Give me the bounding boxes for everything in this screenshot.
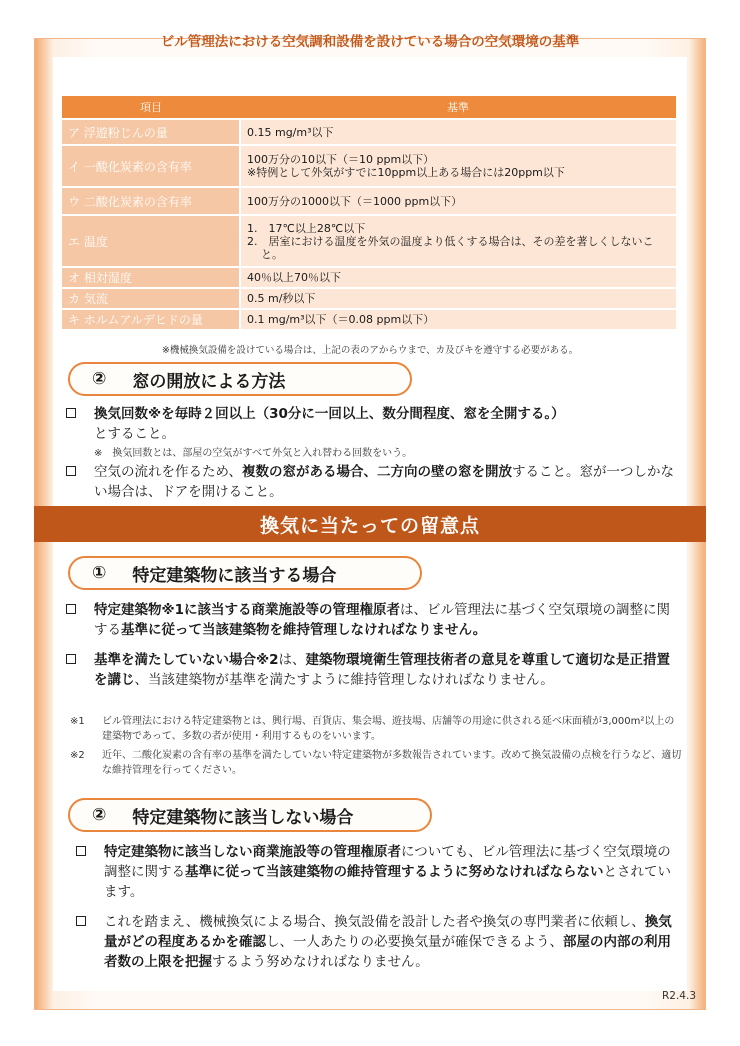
item-text: とされています。 bbox=[104, 864, 671, 900]
item-text: するよう努めなければなりません。 bbox=[212, 954, 429, 970]
page-number: R2.4.3 bbox=[661, 990, 696, 1002]
row-value-line: 2. 居室における温度を外気の温度より低くする場合は、その差を著しくしないこと。 bbox=[247, 234, 654, 261]
row-value-line: ※特例として外気がすでに10ppm以上ある場合には20ppm以下 bbox=[247, 166, 565, 179]
checkbox-icon bbox=[76, 846, 86, 856]
item-bold: 建築物環境衛生管理技術者の意見を尊重して適切な是正措置を講じ bbox=[94, 652, 671, 688]
row-value: 0.15 mg/m³以下 bbox=[240, 119, 676, 145]
table-footnote: ※機械換気設備を設けている場合は、上記の表のアからウまで、カ及びキを遵守する必要がある。 bbox=[161, 345, 579, 356]
item-text: は、 bbox=[278, 652, 306, 668]
item-bold: 換気量がどの程度あるかを確認 bbox=[104, 914, 672, 950]
checkbox-icon bbox=[66, 654, 76, 664]
item-bold: 複数の窓がある場合、二方向の壁の窓を開放 bbox=[241, 464, 512, 480]
section-heading-not-specified bbox=[68, 798, 432, 832]
item-bold: 基準を満たしていない場合※2 bbox=[94, 652, 279, 668]
checkbox-icon bbox=[66, 408, 76, 418]
header-standard: 基準 bbox=[240, 96, 676, 119]
list-item bbox=[66, 462, 680, 502]
row-value-line: 100万分の10以下（＝10 ppm以下） bbox=[247, 153, 435, 166]
footnote-text: ビル管理法における特定建築物とは、興行場、百貨店、集会場、遊技場、店舗等の用途に供される延べ床面積が3,000m²以上の建築物であって、多数の者が使用・利用するものをいいます。 bbox=[102, 716, 675, 742]
section-title: 特定建築物に該当する場合 bbox=[132, 565, 337, 586]
item-bold: 部屋の内部の利用者数の上限を把握 bbox=[104, 934, 671, 970]
item-bold: 特定建築物に該当しない商業施設等の管理権原者 bbox=[104, 844, 401, 860]
row-value: 40％以上70％以下 bbox=[240, 267, 676, 288]
standards-table bbox=[62, 96, 676, 329]
note: ※ 換気回数とは、部屋の空気がすべて外気と入れ替わる回数をいう。 bbox=[94, 448, 413, 459]
row-key: ウ 二酸化炭素の含有率 bbox=[62, 187, 240, 215]
row-key: ア 浮遊粉じんの量 bbox=[62, 119, 240, 145]
row-value bbox=[240, 215, 676, 267]
checkbox-icon bbox=[76, 916, 86, 926]
item-bold: 特定建築物※1に該当する商業施設等の管理権原者 bbox=[94, 602, 401, 618]
footnote-mark: ※1 bbox=[70, 716, 85, 727]
row-key: キ ホルムアルデヒドの量 bbox=[62, 309, 240, 329]
list-item bbox=[66, 404, 676, 444]
footnote-text: 近年、二酸化炭素の含有率の基準を満たしていない特定建築物が多数報告されています。改めて換気設備の点検を行うなど、適切な維持管理を行ってください。 bbox=[102, 750, 682, 776]
list-item bbox=[66, 650, 680, 690]
item-bold: 換気回数※を毎時２回以上（30分に一回以上、数分間程度、窓を全開する。） bbox=[94, 406, 565, 422]
row-value-line: 1. 17℃以上28℃以下 bbox=[247, 221, 366, 235]
item-text: し、一人あたりの必要換気量が確保できるよう、 bbox=[266, 934, 563, 950]
footnote-mark: ※2 bbox=[70, 750, 85, 761]
section-title: 窓の開放による方法 bbox=[132, 371, 286, 392]
section-number: ① bbox=[92, 563, 107, 583]
section-number: ② bbox=[92, 805, 107, 825]
section-title: 特定建築物に該当しない場合 bbox=[132, 807, 354, 828]
list-item bbox=[76, 912, 680, 972]
row-value: 100万分の1000以下（＝1000 ppm以下） bbox=[240, 187, 676, 215]
item-text: についても、ビル管理法に基づく空気環境の調整に関する bbox=[104, 844, 671, 880]
checkbox-icon bbox=[66, 604, 76, 614]
item-text: とすること。 bbox=[94, 426, 175, 442]
item-text: これを踏まえ、機械換気による場合、換気設備を設計した者や換気の専門業者に依頼し、 bbox=[104, 914, 645, 930]
item-text: 、当該建築物が基準を満たすように維持管理しなければなりません。 bbox=[134, 672, 554, 688]
footnote bbox=[70, 748, 684, 778]
list-item bbox=[76, 842, 680, 902]
item-text: すること。窓が一つしかない場合は、ドアを開けること。 bbox=[94, 464, 674, 500]
item-bold: 基準に従って当該建築物を維持管理しなければなりません。 bbox=[121, 622, 487, 638]
row-value: 0.1 mg/m³以下（＝0.08 ppm以下） bbox=[240, 309, 676, 329]
row-key: エ 温度 bbox=[62, 215, 240, 267]
header-item: 項目 bbox=[62, 96, 240, 119]
row-value: 0.5 m/秒以下 bbox=[240, 288, 676, 309]
banner-heading: 換気に当たっての留意点 bbox=[34, 506, 706, 542]
list-item bbox=[66, 600, 680, 640]
row-value bbox=[240, 145, 676, 187]
section-number: ② bbox=[92, 369, 107, 389]
item-bold: 基準に従って当該建築物の維持管理するように努めなければならない bbox=[185, 864, 604, 880]
item-text: は、ビル管理法に基づく空気環境の調整に関する bbox=[94, 602, 671, 638]
footnote bbox=[70, 714, 684, 744]
row-key: イ 一酸化炭素の含有率 bbox=[62, 145, 240, 187]
checkbox-icon bbox=[66, 466, 76, 476]
section-heading-specified bbox=[68, 556, 422, 590]
item-text: 空気の流れを作るため、 bbox=[94, 464, 242, 480]
table-title: ビル管理法における空気調和設備を設けている場合の空気環境の基準 bbox=[160, 34, 580, 50]
row-key: オ 相対湿度 bbox=[62, 267, 240, 288]
section-heading-window bbox=[68, 362, 412, 396]
row-key: カ 気流 bbox=[62, 288, 240, 309]
